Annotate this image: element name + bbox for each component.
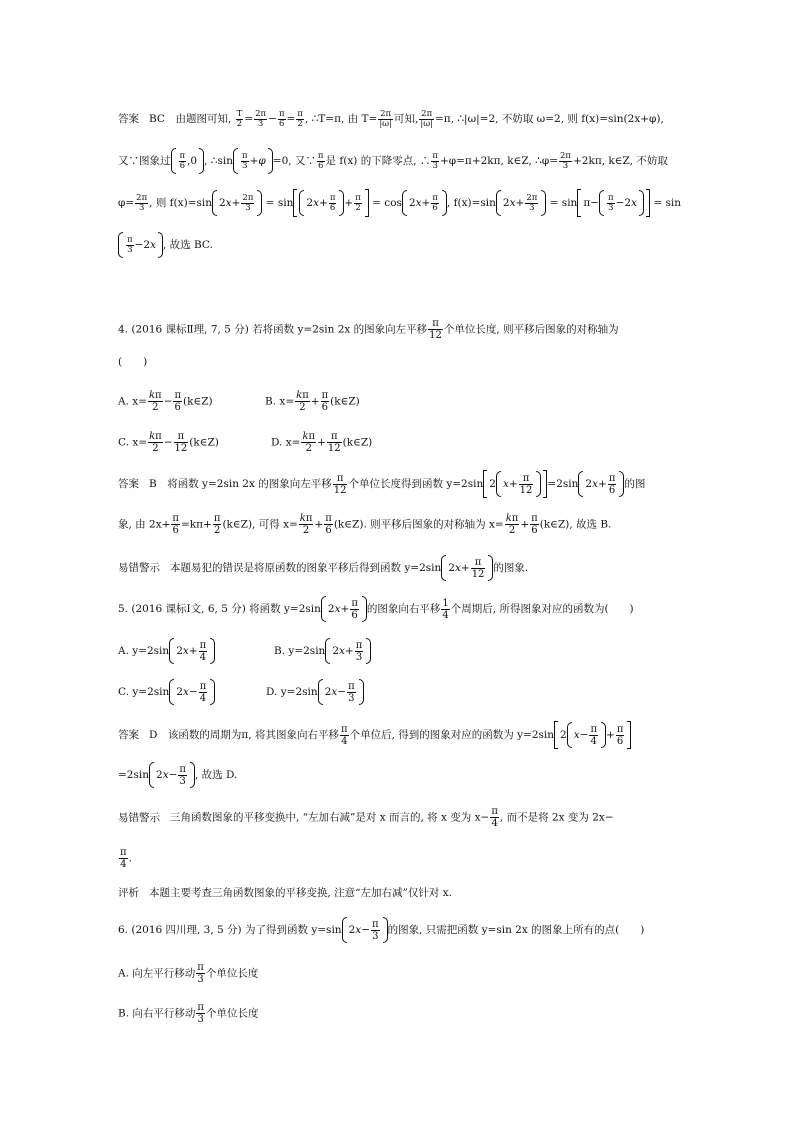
q4-options-row2 — [118, 431, 372, 454]
q5-options-row2 — [118, 679, 364, 705]
q5-warning-line1: 易错警示 三角函数图象的平移变换中, “左加右减”是对 x 而言的, 将 x 变为 x− $\frac{\pi}{4}$ , 而不是将 2x 变为 2x− — [118, 806, 614, 829]
q5-options-row1 — [118, 638, 371, 664]
q5-warning-line2: $\frac{\pi}{4}$ . — [120, 847, 132, 870]
q4-answer-line2: 象, 由 2x+ $\frac{\pi}{6}$ =kπ+ $\frac{\pi}{2}$ (k∈Z), 可得 x= $\frac{k\pi}{2}$ + $\frac{\pi}{6}$ (k∈Z). 则平移后图象的对称轴为 x= $\frac{k\pi}{2}$ + $\frac{\pi}{6}$ (k∈Z), 故选 B. — [118, 513, 612, 536]
q5-stem: 5. (2016 课标Ⅰ文, 6, 5 分) 将函数 y=2sin 2 x + π 6 的图象向右平移 $\frac{1}{4}$ 个周期后, 所得图象对应的函数为( ) — [118, 597, 634, 621]
q4-options-row1 — [118, 390, 360, 413]
fraction: $\frac{T}{2}$ — [236, 108, 243, 129]
q5-answer-line2: =2sin 2 x − π 3 , 故选 D. — [118, 763, 238, 787]
q3-answer-line3: φ= $\frac{2\pi}{3}$ , 则 f(x)=sin 2 x + 2π 3 = sin 2 x + π 6 + π 2 = cos 2 x + π 6 , f(x)=sin 2 x + 2π 3 = sin π− π 3 −2 x = sin — [118, 189, 681, 217]
fraction: $\frac{\pi}{6}$ — [278, 108, 285, 129]
q4-option-b: B. x= $\frac{k\pi}{2}$ + $\frac{\pi}{6}$ (k∈Z) — [265, 390, 360, 413]
q5-option-a: A. y=2sin 2 x + π 4 — [118, 638, 274, 664]
fraction: $\frac{2\pi}{|\omega|}$ — [420, 108, 433, 129]
fraction: $\frac{2\pi}{3}$ — [255, 108, 267, 129]
q4-option-c: C. x= $\frac{k\pi}{2}$ − $\frac{\pi}{12}$ (k∈Z) — [118, 431, 219, 454]
q3-answer-line4: π 3 −2 x , 故选 BC. — [118, 232, 213, 258]
fraction: $\frac{2\pi}{|\omega|}$ — [379, 108, 392, 129]
q6-stem: 6. (2016 四川理, 3, 5 分) 为了得到函数 y=sin 2 x − π 3 的图象, 只需把函数 y=sin 2x 的图象上所有的点( ) — [118, 918, 645, 942]
q3-answer-line2: 又∵图象过 π 6 ,0 , ∴sin π 3 + φ =0, 又∵ $\frac{\pi}{6}$ 是 f(x) 的下降零点, ∴ $\frac{\pi}{3}$ +φ=π+2kπ, k∈Z, ∴φ= $\frac{2\pi}{3}$ +2kπ, k∈Z, 不妨取 — [118, 148, 668, 174]
q5-answer-line1: 答案 D 该函数的周期为π, 将其图象向右平移 $\frac{\pi}{4}$ 个单位后, 得到的图象对应的函数为 y=2sin 2 x − π 4 + π 6 — [118, 721, 631, 749]
q4-option-d: D. x= $\frac{k\pi}{2}$ + $\frac{\pi}{12}$ (k∈Z) — [271, 431, 373, 454]
q4-answer-line1: 答案 B 将函数 y=2sin 2x 的图象向左平移 $\frac{\pi}{12}$ 个单位长度得到函数 y=2sin 2 x + π 12 =2sin 2 x + π 6 的图 — [118, 470, 645, 498]
q3-answer-line1: 答案 BC 由题图可知, $\frac{T}{2}$ = $\frac{2\pi}{3}$ − $\frac{\pi}{6}$ = $\frac{\pi}{2}$ , ∴T=π, 由 T= $\frac{2\pi}{|\omega|}$ 可知, $\frac{2\pi}{|\omega|}$ =π, ∴|ω|=2, 不妨取 ω=2, 则 f(x)=sin(2x+φ), — [118, 108, 664, 129]
q5-option-d: D. y=2sin 2 x − π 3 — [266, 679, 364, 705]
q5-option-c: C. y=2sin 2 x − π 4 — [118, 679, 266, 705]
q6-option-a: A. 向左平行移动 $\frac{\pi}{3}$ 个单位长度 — [118, 962, 259, 985]
q4-stem: 4. (2016 课标Ⅱ理, 7, 5 分) 若将函数 y=2sin 2x 的图象向左平移 $\frac{\pi}{12}$ 个单位长度, 则平移后图象的对称轴为 — [118, 318, 619, 341]
q5-comment: 评析 本题主要考查三角函数图象的平移变换, 注意“左加右减”仅针对 x. — [118, 887, 453, 899]
fraction: $\frac{\pi}{2}$ — [297, 108, 303, 129]
q4-blank: ( ) — [118, 356, 148, 368]
answer-choice: BC — [149, 113, 165, 125]
q6-option-b: B. 向右平行移动 $\frac{\pi}{3}$ 个单位长度 — [118, 1002, 259, 1025]
q4-option-a: A. x= $\frac{k\pi}{2}$ − $\frac{\pi}{6}$ (k∈Z) — [118, 390, 213, 413]
q4-warning: 易错警示 本题易犯的错误是将原函数的图象平移后得到函数 y=2sin 2 x + π 12 的图象. — [118, 556, 529, 580]
q5-option-b: B. y=2sin 2 x + π 3 — [274, 638, 371, 664]
answer-label: 答案 — [118, 113, 139, 125]
